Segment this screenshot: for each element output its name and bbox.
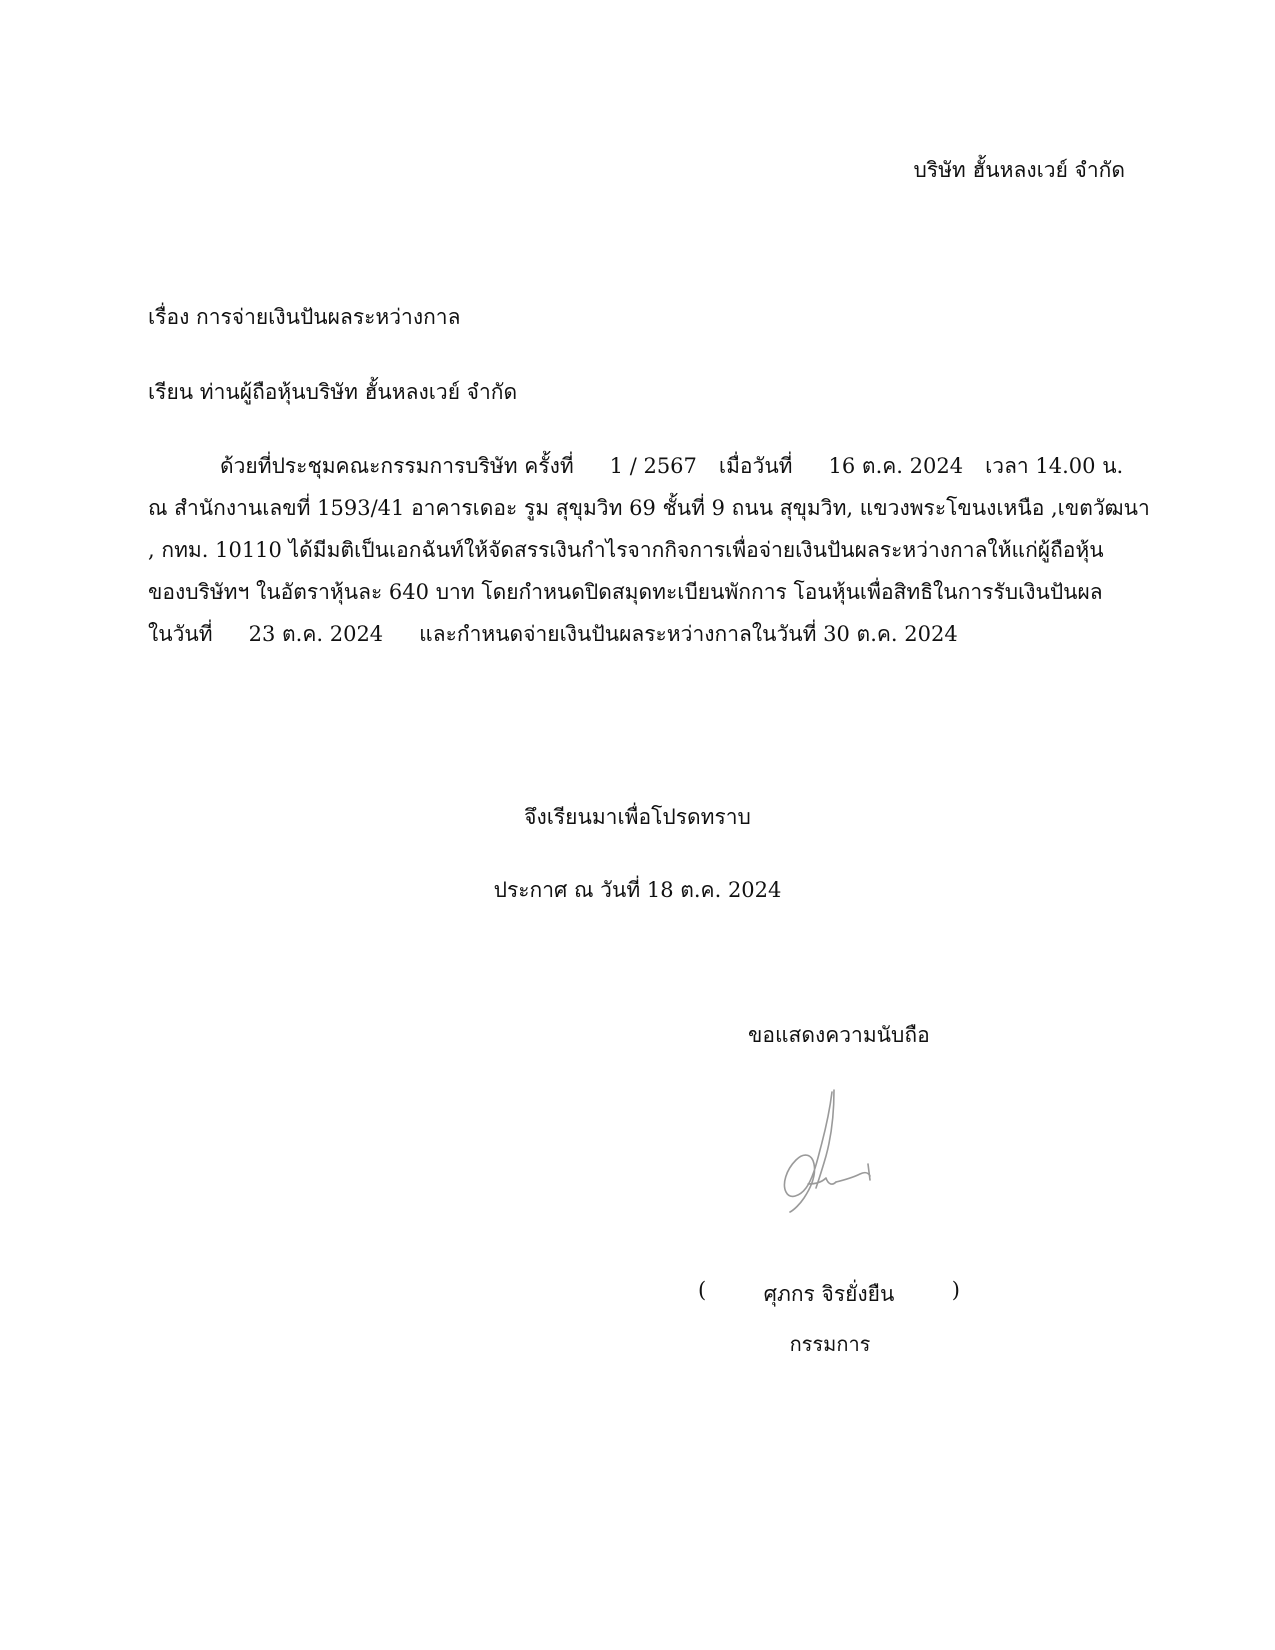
handwritten-signature: [760, 1088, 880, 1218]
body-line-1-mid: เมื่อวันที่: [718, 454, 793, 478]
company-header: บริษัท ฮั้นหลงเวย์ จำกัด: [913, 158, 1125, 182]
subject-line: เรื่อง การจ่ายเงินปันผลระหว่างกาล: [148, 305, 461, 329]
signer-open-paren: (: [698, 1278, 707, 1302]
signer-title: กรรมการ: [789, 1332, 871, 1356]
body-line-2: ณ สำนักงานเลขที่ 1593/41 อาคารเดอะ รูม สุขุมวิท 69 ชั้นที่ 9 ถนน สุขุมวิท, แขวงพระโขนงเหนือ ,เขตวัฒนา: [148, 496, 1150, 520]
record-date: 23 ต.ค. 2024: [248, 622, 384, 646]
signer-close-paren: ): [951, 1278, 960, 1302]
payment-date: 30 ต.ค. 2024: [823, 622, 958, 646]
regards-line: ขอแสดงความนับถือ: [748, 1023, 930, 1047]
addressee-line: เรียน ท่านผู้ถือหุ้นบริษัท ฮั้นหลงเวย์ จำกัด: [148, 380, 518, 404]
body-line-5-mid: และกำหนดจ่ายเงินปันผลระหว่างกาลในวันที่: [419, 622, 817, 646]
body-line-4: ของบริษัทฯ ในอัตราหุ้นละ 640 บาท โดยกำหนดปิดสมุดทะเบียนพักการ โอนหุ้นเพื่อสิทธิในการรับเงินปันผล: [148, 580, 1103, 604]
body-line-1-prefix: ด้วยที่ประชุมคณะกรรมการบริษัท ครั้งที่: [220, 454, 574, 478]
closing-line: จึงเรียนมาเพื่อโปรดทราบ: [524, 805, 751, 829]
signer-name: ศุภกร จิรยั่งยืน: [763, 1282, 895, 1306]
body-line-3: , กทม. 10110 ได้มีมติเป็นเอกฉันท์ให้จัดสรรเงินกำไรจากกิจการเพื่อจ่ายเงินปันผลระหว่างกาลให้แก่ผู้ถือหุ้น: [148, 538, 1104, 562]
body-line-5: [148, 613, 1128, 655]
meeting-date: 16 ต.ค. 2024: [828, 454, 964, 478]
announcement-date: ประกาศ ณ วันที่ 18 ต.ค. 2024: [493, 878, 782, 902]
signer-name-row: [698, 1278, 960, 1311]
body-paragraph: [148, 445, 1150, 655]
body-line-1: [148, 445, 1128, 487]
body-line-5-prefix: ในวันที่: [148, 622, 213, 646]
meeting-time: เวลา 14.00 น.: [985, 454, 1124, 478]
meeting-number: 1 / 2567: [609, 454, 697, 478]
